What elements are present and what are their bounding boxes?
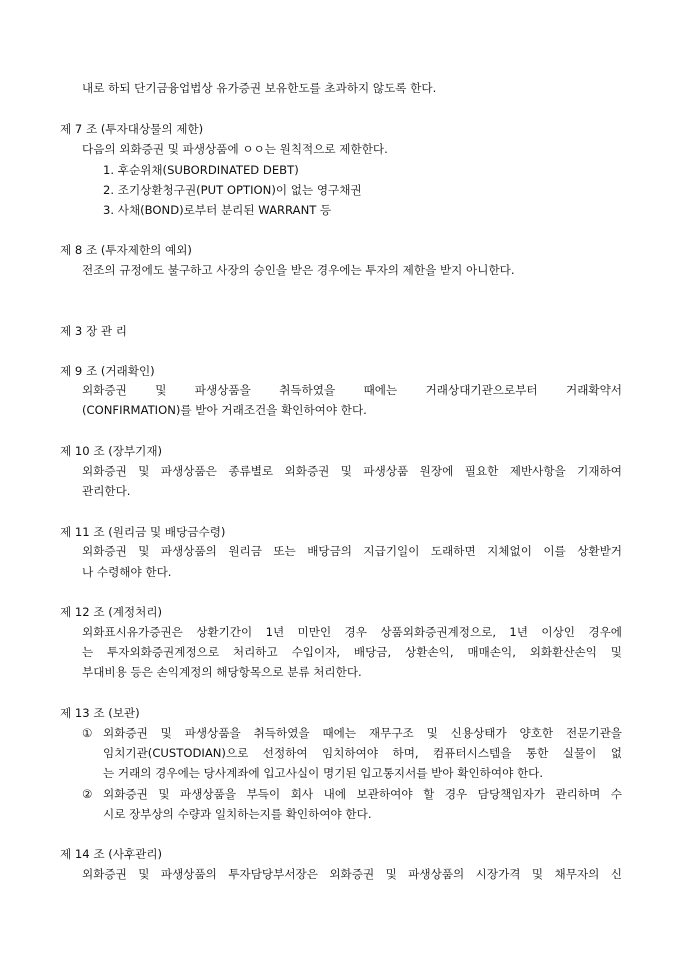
article-7-heading: 제 7 조 (투자대상물의 제한) — [60, 122, 204, 136]
clause-2-marker: ② — [82, 787, 93, 801]
article-7-item: 3. 사채(BOND)로부터 분리된 WARRANT 등 — [103, 203, 332, 217]
article-7-body: 다음의 외화증권 및 파생상품에 ㅇㅇ는 원칙적으로 제한한다. — [82, 142, 388, 156]
article-7-item: 2. 조기상환청구권(PUT OPTION)이 없는 영구채권 — [103, 183, 362, 197]
article-10-line: 관리한다. — [82, 484, 131, 498]
article-9-line: (CONFIRMATION)를 받아 거래조건을 확인하여야 한다. — [82, 403, 367, 417]
article-13-heading: 제 13 조 (보관) — [60, 706, 140, 720]
continuation-text: 내로 하되 단기금융업법상 유가증권 보유한도를 초과하지 않도록 한다. — [82, 81, 437, 95]
article-14-heading: 제 14 조 (사후관리) — [60, 847, 163, 861]
article-9-heading: 제 9 조 (거래확인) — [60, 364, 155, 378]
article-12-line: 는 투자외화증권계정으로 처리하고 수입이자, 배당금, 상환손익, 매매손익, 외화환산손익 및 — [82, 645, 622, 659]
article-13-clause-2-line: 시로 장부상의 수량과 일치하는지를 확인하여야 한다. — [103, 807, 372, 821]
article-13-clause-2-line: 외화증권 및 파생상품을 부득이 회사 내에 보관하여야 할 경우 담당책임자가 관리하며 수 — [103, 787, 622, 801]
article-12-line: 부대비용 등은 손익계정의 해당항목으로 분류 처리한다. — [82, 665, 362, 679]
article-11-line: 외화증권 및 파생상품의 원리금 또는 배당금의 지급기일이 도래하면 지체없이 이를 상환받거 — [82, 544, 622, 558]
article-13-clause-1-line: 외화증권 및 파생상품을 취득하였을 때에는 재무구조 및 신용상태가 양호한 전문기관을 — [103, 726, 622, 740]
article-10-line: 외화증권 및 파생상품은 종류별로 외화증권 및 파생상품 원장에 필요한 제반사항을 기재하여 — [82, 464, 622, 478]
article-12-heading: 제 12 조 (계정처리) — [60, 605, 163, 619]
article-10-heading: 제 10 조 (장부기재) — [60, 444, 163, 458]
article-12-line: 외화표시유가증권은 상환기간이 1년 미만인 경우 상품외화증권계정으로, 1년 이상인 경우에 — [82, 625, 622, 639]
article-13-clause-1-line: 임치기관(CUSTODIAN)으로 선정하여 임치하여야 하며, 컴퓨터시스템을 통한 실물이 없 — [103, 746, 622, 760]
article-13-clause-1-line: 는 거래의 경우에는 당사계좌에 입고사실이 명기된 입고통지서를 받아 확인하여야 한다. — [103, 766, 544, 780]
chapter-3-heading: 제 3 장 관 리 — [60, 324, 127, 338]
clause-1-marker: ① — [82, 726, 93, 740]
article-9-line: 외화증권 및 파생상품을 취득하였을 때에는 거래상대기관으로부터 거래확약서 — [82, 383, 622, 397]
article-14-body: 외화증권 및 파생상품의 투자담당부서장은 외화증권 및 파생상품의 시장가격 및 채무자의 신 — [82, 867, 622, 881]
article-7-item: 1. 후순위채(SUBORDINATED DEBT) — [103, 163, 299, 177]
article-11-heading: 제 11 조 (원리금 및 배당금수령) — [60, 525, 226, 539]
article-8-heading: 제 8 조 (투자제한의 예외) — [60, 243, 192, 257]
article-8-body: 전조의 규정에도 불구하고 사장의 승인을 받은 경우에는 투자의 제한을 받지 아니한다. — [82, 263, 515, 277]
article-11-line: 나 수령해야 한다. — [82, 565, 172, 579]
